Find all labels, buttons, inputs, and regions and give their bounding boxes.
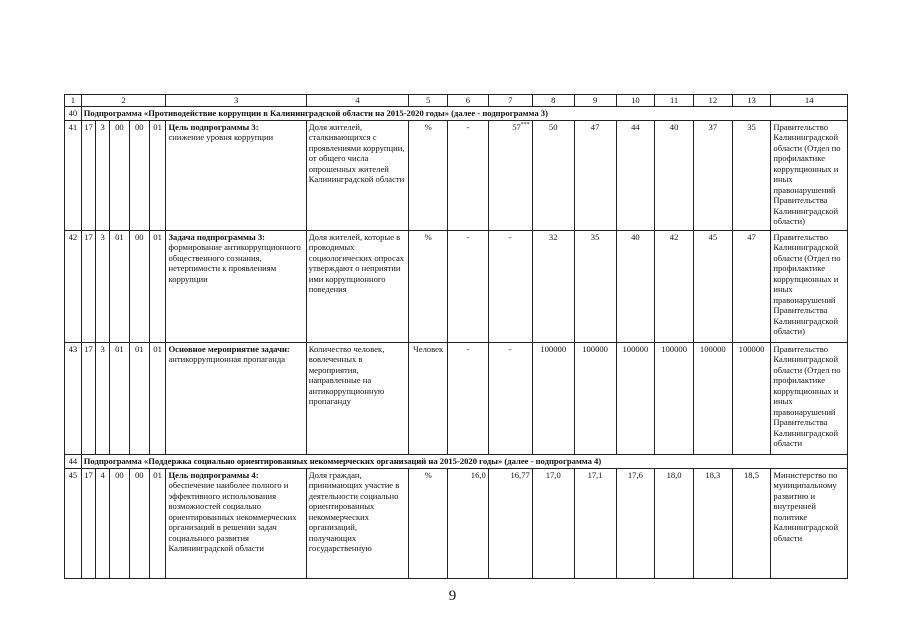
row-number: 43 — [65, 343, 82, 455]
value-cell: 100000 — [732, 343, 771, 455]
row-number: 44 — [65, 455, 82, 469]
col-num-6: 6 — [448, 95, 489, 107]
col-num-1: 1 — [65, 95, 82, 107]
task-label: Задача подпрограммы 3: — [168, 232, 265, 242]
indicator-cell: Доля жителей, которые в проводимых социологических опросах утверждают о неприятии ими коррупционного поведения — [306, 231, 409, 343]
value-cell: 50 — [532, 121, 574, 231]
goal-label: Цель подпрограммы 4: — [168, 470, 259, 480]
value-cell: 42 — [655, 231, 694, 343]
code-cell: 01 — [149, 121, 166, 231]
code-cell: 00 — [109, 121, 129, 231]
table-row — [65, 469, 848, 579]
value-cell: 17,0 — [532, 469, 574, 579]
value-cell: 47 — [574, 121, 616, 231]
code-cell: 01 — [109, 231, 129, 343]
value-cell: 100000 — [616, 343, 655, 455]
subprogram-4-title: Подпрограмма «Поддержка социально ориентированных некоммерческих организаций на 2015-2020 годы» (далее - подпрограмма 4) — [81, 455, 847, 469]
value-cell: 100000 — [693, 343, 732, 455]
goal-text: снижение уровня коррупции — [168, 132, 274, 143]
code-cell: 00 — [109, 469, 129, 579]
code-cell: 01 — [149, 343, 166, 455]
goal-text: обеспечение наиболее полного и эффективного использования возможностей социально ориентированных некоммерческих организаций в решении задач социального развития Калининградской области — [168, 480, 297, 554]
value-cell: - — [488, 231, 532, 343]
activity-label: Основное мероприятие задачи: — [168, 344, 290, 354]
value-cell: 35 — [732, 121, 771, 231]
value-cell: 45 — [693, 231, 732, 343]
value-cell: 18,5 — [732, 469, 771, 579]
value-cell: 44 — [616, 121, 655, 231]
column-number-row — [65, 95, 848, 107]
col-num-9: 9 — [574, 95, 616, 107]
program-indicators-table — [64, 94, 848, 579]
value-cell: 100000 — [655, 343, 694, 455]
subprogram-4-header-row — [65, 455, 848, 469]
col-num-3: 3 — [166, 95, 306, 107]
code-cell: 17 — [81, 121, 96, 231]
code-cell: 00 — [129, 469, 149, 579]
value-cell: 100000 — [532, 343, 574, 455]
unit-cell: % — [409, 231, 448, 343]
code-cell: 3 — [96, 121, 110, 231]
indicator-cell: Доля граждан, принимающих участие в деятельности социально ориентированных некоммерческих организаций, получающих государственную — [306, 469, 409, 579]
unit-cell: % — [409, 469, 448, 579]
col-num-11: 11 — [655, 95, 694, 107]
value-cell — [488, 121, 532, 231]
responsible-cell: Правительство Калининградской области (Отдел по профилактике коррупционных и иных правонарушений Правительства Калининградской области — [771, 343, 848, 455]
value-cell: 40 — [655, 121, 694, 231]
page-number: 9 — [448, 588, 457, 604]
activity-text: антикоррупционная пропаганда — [168, 354, 286, 365]
unit-cell: Человек — [409, 343, 448, 455]
col-num-7: 7 — [488, 95, 532, 107]
table-row — [65, 231, 848, 343]
col-num-2: 2 — [81, 95, 166, 107]
row-number: 45 — [65, 469, 82, 579]
table-row — [65, 121, 848, 231]
code-cell: 17 — [81, 343, 96, 455]
value-cell: 16,77 — [488, 469, 532, 579]
code-cell: 3 — [96, 343, 110, 455]
col-num-10: 10 — [616, 95, 655, 107]
goal-cell — [166, 469, 306, 579]
table-row — [65, 343, 848, 455]
row-number: 41 — [65, 121, 82, 231]
code-cell: 3 — [96, 231, 110, 343]
row-number: 42 — [65, 231, 82, 343]
value-text: 57 — [512, 122, 521, 132]
code-cell: 00 — [129, 231, 149, 343]
responsible-cell: Правительство Калининградской области (Отдел по профилактике коррупционных и иных правонарушений Правительства Калининградской области) — [771, 121, 848, 231]
code-cell: 17 — [81, 469, 96, 579]
code-cell: 17 — [81, 231, 96, 343]
subprogram-3-title: Подпрограмма «Противодействие коррупции в Калининградской области на 2015-2020 годы» (далее - подпрограмма 3) — [81, 107, 847, 121]
value-cell: 18,3 — [693, 469, 732, 579]
code-cell: 01 — [149, 231, 166, 343]
code-cell: 4 — [96, 469, 110, 579]
value-cell: 40 — [616, 231, 655, 343]
value-cell: 17,6 — [616, 469, 655, 579]
responsible-cell: Правительство Калининградской области (Отдел по профилактике коррупционных и иных правонарушений Правительства Калининградской области) — [771, 231, 848, 343]
subprogram-3-header-row — [65, 107, 848, 121]
task-cell — [166, 231, 306, 343]
value-cell: 32 — [532, 231, 574, 343]
footnote-mark: *** — [520, 122, 530, 129]
row-number: 40 — [65, 107, 82, 121]
col-num-8: 8 — [532, 95, 574, 107]
value-cell: - — [488, 343, 532, 455]
col-num-4: 4 — [306, 95, 409, 107]
indicator-cell: Доля жителей, сталкивающихся с проявлениями коррупции, от общего числа опрошенных жителей Калининградской области — [306, 121, 409, 231]
col-num-14: 14 — [771, 95, 848, 107]
value-cell: 100000 — [574, 343, 616, 455]
value-cell: - — [448, 343, 489, 455]
goal-label: Цель подпрограммы 3: — [168, 122, 259, 132]
col-num-13: 13 — [732, 95, 771, 107]
activity-cell — [166, 343, 306, 455]
value-cell: 37 — [693, 121, 732, 231]
code-cell: 01 — [149, 469, 166, 579]
value-cell: 17,1 — [574, 469, 616, 579]
code-cell: 00 — [129, 121, 149, 231]
goal-cell — [166, 121, 306, 231]
value-cell: - — [448, 121, 489, 231]
value-cell: 16,0 — [448, 469, 489, 579]
indicator-cell: Количество человек, вовлеченных в мероприятия, направленные на антикоррупционную пропаганду — [306, 343, 409, 455]
task-text: формирование антикоррупционного общественного сознания, нетерпимости к проявлениям коррупции — [168, 242, 301, 284]
responsible-cell: Министерство по муниципальному развитию и внутренней политике Калининградской области — [771, 469, 848, 579]
code-cell: 01 — [129, 343, 149, 455]
unit-cell: % — [409, 121, 448, 231]
col-num-12: 12 — [693, 95, 732, 107]
value-cell: 18,0 — [655, 469, 694, 579]
value-cell: 47 — [732, 231, 771, 343]
col-num-5: 5 — [409, 95, 448, 107]
code-cell: 01 — [109, 343, 129, 455]
value-cell: 35 — [574, 231, 616, 343]
value-cell: - — [448, 231, 489, 343]
